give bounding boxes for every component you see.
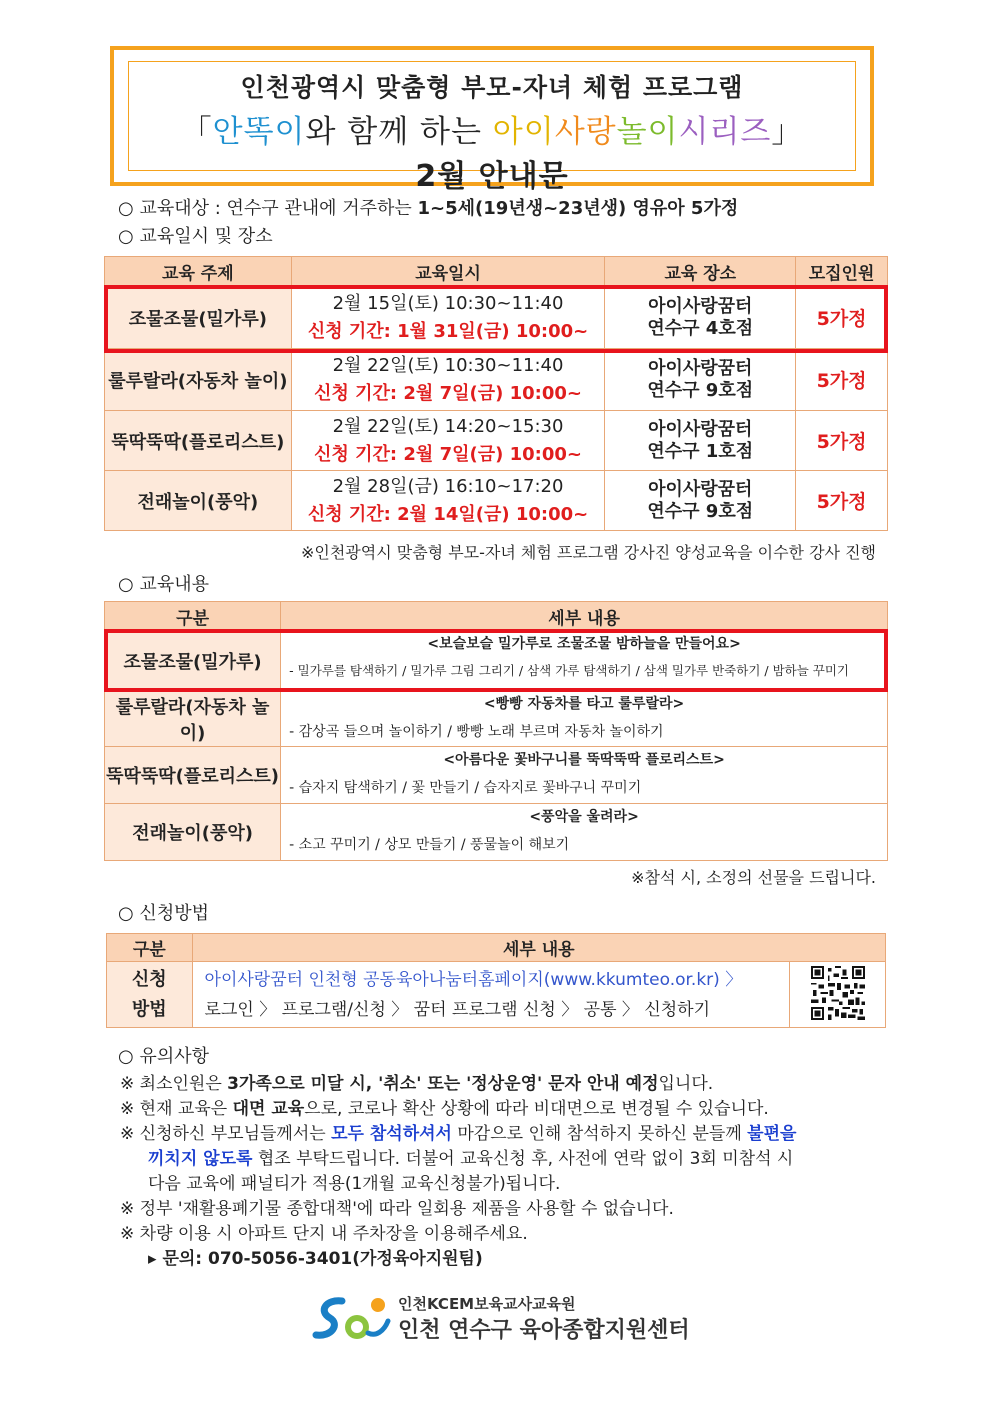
apply-header-row [107,934,886,962]
row-subject: 뚝딱뚝딱(플로리스트) [105,411,292,471]
caution-emphasis: 모두 참석하셔서 [331,1124,452,1144]
title-line2 [129,106,855,151]
title-inner-box [128,61,856,194]
detail-title: <풍악을 울려라> [529,809,639,825]
contact-line: ▸ 문의: 070-5056-3401(가정육아지원팀) [148,1249,483,1269]
title-series-2: 사랑 [554,114,617,150]
place-name: 아이사랑꿈터 [648,478,753,500]
row-recruit: 5가정 [796,411,888,471]
apply-detail [192,962,790,1028]
caution-list [120,1072,880,1272]
apply-period: 신청 기간: 2월 14일(금) 10:00~ [307,503,589,525]
apply-label-1: 신청 [131,968,167,990]
detail-title: <아름다운 꽃바구니를 뚝딱뚝딱 플로리스트> [443,752,725,768]
caution-emphasis: 대면 교육 [232,1099,305,1119]
date-text: 2월 15일(토) 10:30~11:40 [332,292,564,314]
row-subject: 전래놀이(풍악) [105,804,281,861]
row-subject: 조물조물(밀가루) [105,287,292,349]
caution-item [120,1072,880,1097]
caution-emphasis: 불편을 [747,1124,797,1144]
title-character-name: 안똑이 [212,114,306,150]
caution-text: ※ 신청하신 부모님들께서는 [120,1124,332,1144]
detail-items: - 밀가루를 탐색하기 / 밀가루 그림 그리기 / 삼색 가루 탐색하기 / 삼색 밀가루 반죽하기 / 밤하늘 꾸미기 [289,663,849,678]
qr-code-icon[interactable] [806,966,870,1020]
org-small: 인천KCEM보육교사교육원 [398,1295,576,1313]
col-header: 세부 내용 [281,602,888,631]
caution-emphasis: 3가족으로 미달 시, '취소' 또는 '정상운영' 문자 안내 예정 [227,1074,659,1094]
detail-items: - 소고 꾸미기 / 상모 만들기 / 풍물놀이 해보기 [289,837,570,853]
place-name: 아이사랑꿈터 [648,295,753,317]
apply-label: ○ 신청방법 [118,903,209,924]
logo-mark-icon [312,1291,396,1347]
col-header: 구분 [105,602,281,631]
row-detail [281,804,888,861]
caution-text: 협조 부탁드립니다. 더불어 교육신청 후, 사전에 연락 없이 3회 미참석 시 [252,1149,794,1169]
schedule-header-row [105,257,888,287]
schedule-row [105,349,888,411]
row-date [291,471,605,531]
col-header: 교육 장소 [605,257,796,287]
caution-item [120,1097,880,1122]
org-big: 인천 연수구 육아종합지원센터 [398,1318,690,1343]
title-bracket-close: 」 [771,114,804,150]
title-bracket-open: 「 [180,114,213,150]
detail-items: - 감상곡 들으며 놀이하기 / 빵빵 노래 부르며 자동차 놀이하기 [289,724,664,740]
row-place [605,349,796,411]
schedule-row [105,471,888,531]
detail-items: - 습자지 탐색하기 / 꽃 만들기 / 습자지로 꽃바구니 꾸미기 [289,780,642,796]
place-branch: 연수구 9호점 [647,379,754,401]
caution-item-cont: 다음 교육에 패널티가 적용(1개월 교육신청불가)됩니다. [148,1174,561,1194]
row-subject: 룰루랄라(자동차 놀이) [105,349,292,411]
date-text: 2월 22일(토) 10:30~11:40 [332,354,564,376]
row-subject: 조물조물(밀가루) [105,631,281,691]
row-date [291,411,605,471]
col-header: 교육 주제 [105,257,292,287]
col-header: 교육일시 [291,257,605,287]
title-series-3: 놀이 [616,114,679,150]
qr-cell [790,962,886,1028]
row-recruit: 5가정 [796,471,888,531]
place-name: 아이사랑꿈터 [648,357,753,379]
target-line [118,194,738,220]
col-header: 모집인원 [796,257,888,287]
place-name: 아이사랑꿈터 [648,418,753,440]
caution-text: ※ 현재 교육은 [120,1099,233,1119]
schedule-row [105,411,888,471]
detail-title: <보슬보슬 밀가루로 조물조물 밤하늘을 만들어요> [427,636,741,652]
col-header: 구분 [107,934,193,962]
row-date [291,349,605,411]
content-label: ○ 교육내용 [118,574,209,595]
title-line1: 인천광역시 맞춤형 부모-자녀 체험 프로그램 [240,73,744,102]
detail-title: <빵빵 자동차를 타고 룰루랄라> [483,696,685,712]
target-value: 1~5세(19년생~23년생) 영유아 5가정 [417,198,739,219]
caution-text: ※ 최소인원은 [120,1074,228,1094]
caution-item: ※ 정부 '재활용폐기물 종합대책'에 따라 일회용 제품을 사용할 수 없습니다. [120,1199,674,1219]
title-series-4: 시리즈 [678,114,772,150]
caution-item-cont [120,1147,880,1172]
apply-period: 신청 기간: 2월 7일(금) 10:00~ [314,382,582,404]
title-box [110,46,874,194]
schedule-footnote: ※인천광역시 맞춤형 부모-자녀 체험 프로그램 강사진 양성교육을 이수한 강사 진행 [300,543,876,562]
caution-item [120,1122,880,1147]
row-recruit: 5가정 [796,349,888,411]
content-row [105,691,888,747]
content-header-row [105,602,888,631]
row-detail [281,691,888,747]
row-subject: 뚝딱뚝딱(플로리스트) [105,747,281,804]
title-mid: 와 함께 하는 [305,114,493,150]
row-subject: 룰루랄라(자동차 놀이) [105,691,281,747]
content-row [105,747,888,804]
apply-period: 신청 기간: 2월 7일(금) 10:00~ [314,443,582,465]
highlight-box [104,629,888,692]
apply-period: 신청 기간: 1월 31일(금) 10:00~ [307,320,589,342]
caution-item: ※ 차량 이용 시 아파트 단지 내 주차장을 이용해주세요. [120,1224,528,1244]
content-row [105,804,888,861]
place-branch: 연수구 1호점 [647,440,754,462]
target-label: ○ 교육대상 : 연수구 관내에 거주하는 [118,198,418,219]
apply-link-line[interactable]: 아이사랑꿈터 인천형 공동육아나눔터홈페이지(www.kkumteo.or.kr) 〉 [204,969,743,990]
apply-steps-line: 로그인 〉 프로그램/신청 〉 꿈터 프로그램 신청 〉 공통 〉 신청하기 [204,999,711,1020]
apply-row [107,962,886,1028]
title-line3: 2월 안내문 [415,159,569,194]
highlight-box [104,285,888,353]
row-place [605,411,796,471]
footer-logo [312,1291,692,1347]
row-recruit: 5가정 [796,287,888,349]
apply-row-label [107,962,193,1028]
schedule-label: ○ 교육일시 및 장소 [118,226,273,247]
caution-label: ○ 유의사항 [118,1046,209,1067]
caution-text: 입니다. [658,1074,714,1094]
caution-emphasis: 끼치지 않도록 [148,1149,253,1169]
title-series-1: 아이 [492,114,555,150]
place-branch: 연수구 9호점 [647,500,754,522]
row-subject: 전래놀이(풍악) [105,471,292,531]
row-detail [281,747,888,804]
col-header: 세부 내용 [192,934,885,962]
date-text: 2월 28일(금) 16:10~17:20 [332,475,564,497]
row-place [605,471,796,531]
apply-label-2: 방법 [131,998,167,1020]
apply-table [106,933,886,1028]
date-text: 2월 22일(토) 14:20~15:30 [332,415,564,437]
caution-text: 마감으로 인해 참석하지 못하신 분들께 [451,1124,748,1144]
place-branch: 연수구 4호점 [647,317,754,339]
caution-text: 으로, 코로나 확산 상황에 따라 비대면으로 변경될 수 있습니다. [304,1099,769,1119]
content-footnote: ※참석 시, 소정의 선물을 드립니다. [631,868,876,887]
